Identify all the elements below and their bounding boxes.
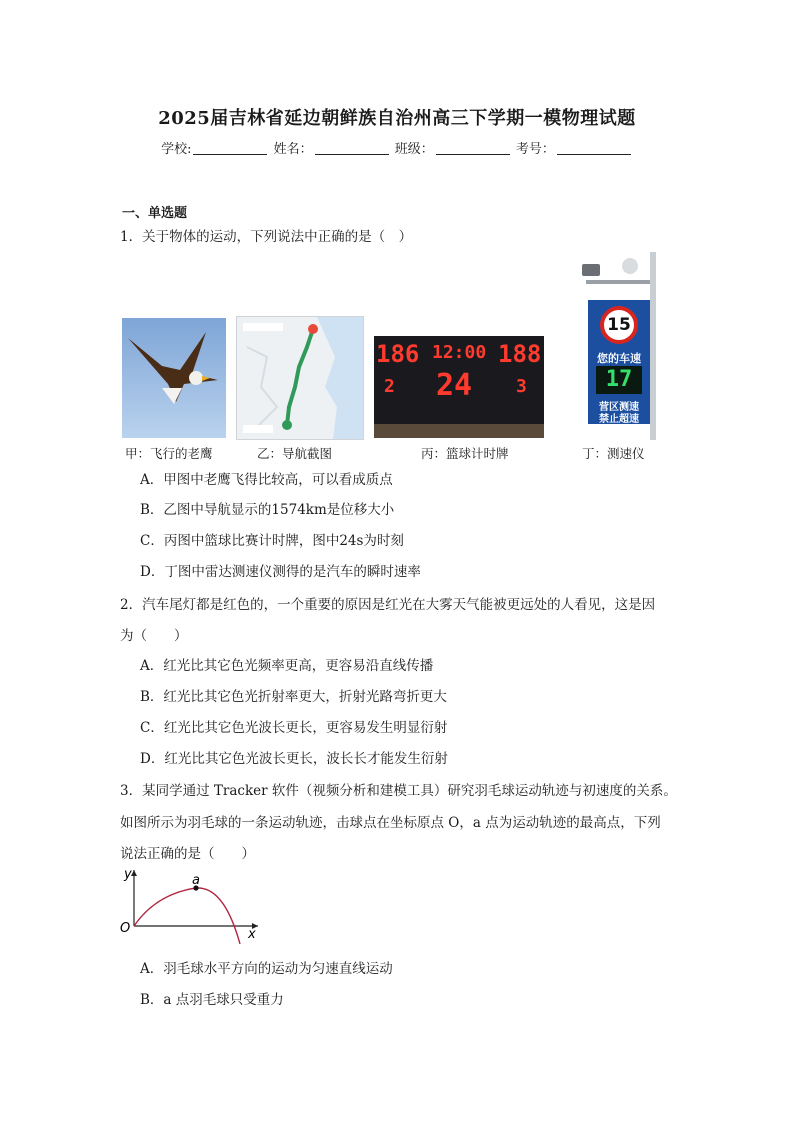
q1-option-b[interactable]: B．乙图中导航显示的1574km是位移大小 — [140, 502, 395, 518]
trajectory-graph — [116, 864, 266, 944]
scoreboard-right-fouls: 3 — [516, 376, 527, 397]
page-title: 2025届吉林省延边朝鲜族自治州高三下学期一模物理试题 — [158, 108, 636, 129]
caption-speed-sign: 丁：测速仪 — [582, 446, 645, 461]
q2-stem-line1: 2．汽车尾灯都是红色的，一个重要的原因是红光在大雾天气能被更远处的人看见，这是因 — [120, 597, 656, 613]
speed-sign-line2: 禁止超速 — [599, 414, 639, 425]
map-icon — [237, 317, 363, 439]
scoreboard-image — [374, 336, 544, 438]
speed-sign-line1: 营区测速 — [599, 402, 639, 413]
scoreboard-clock: 12:00 — [432, 342, 487, 363]
eagle-image — [122, 318, 226, 438]
caption-map: 乙：导航截图 — [257, 446, 333, 461]
q1-option-d[interactable]: D．丁图中雷达测速仪测得的是汽车的瞬时速率 — [140, 564, 421, 580]
student-info-line — [0, 138, 794, 157]
scoreboard-right-score: 188 — [498, 340, 542, 368]
school-blank[interactable] — [193, 142, 267, 155]
info-class-label: 班级： — [394, 142, 434, 157]
speed-limit-badge: 15 — [600, 306, 638, 344]
q2-stem-line2: 为（ ） — [120, 628, 188, 644]
q2-option-c[interactable]: C．红光比其它色光波长更长，更容易发生明显衍射 — [140, 720, 448, 736]
info-school-label: 学校: — [161, 142, 192, 157]
q3-option-a[interactable]: A．羽毛球水平方向的运动为匀速直线运动 — [140, 961, 393, 977]
point-a-label: a — [192, 873, 200, 888]
speed-reading-display: 17 — [596, 366, 642, 394]
q1-option-c[interactable]: C．丙图中篮球比赛计时牌，图中24s为时刻 — [140, 533, 404, 549]
eagle-icon — [122, 318, 226, 438]
q3-stem-line2: 如图所示为羽毛球的一条运动轨迹，击球点在坐标原点 O，a 点为运动轨迹的最高点，下列 — [120, 815, 661, 831]
caption-eagle: 甲：飞行的老鹰 — [125, 446, 213, 461]
camera-icon — [582, 264, 600, 276]
x-axis-label: x — [248, 927, 256, 942]
y-axis-label: y — [124, 867, 132, 882]
speed-sign-label: 您的车速 — [597, 352, 641, 365]
speed-sign-image — [576, 252, 660, 440]
id-blank[interactable] — [557, 142, 631, 155]
class-blank[interactable] — [436, 142, 510, 155]
caption-scoreboard: 丙：篮球计时牌 — [421, 446, 509, 461]
dome-camera-icon — [622, 258, 638, 274]
q1-option-a[interactable]: A．甲图中老鹰飞得比较高，可以看成质点 — [140, 472, 393, 488]
scoreboard-left-score: 186 — [376, 340, 420, 368]
q2-option-d[interactable]: D．红光比其它色光波长更长，波长长才能发生衍射 — [140, 751, 448, 767]
q3-option-b[interactable]: B．a 点羽毛球只受重力 — [140, 992, 284, 1008]
q2-option-a[interactable]: A．红光比其它色光频率更高，更容易沿直线传播 — [140, 658, 434, 674]
q1-stem: 1．关于物体的运动，下列说法中正确的是（ ） — [120, 229, 413, 245]
info-name-label: 姓名： — [273, 142, 313, 157]
q2-option-b[interactable]: B．红光比其它色光折射率更大，折射光路弯折更大 — [140, 689, 447, 705]
info-id-label: 考号： — [515, 142, 555, 157]
q3-stem-line3: 说法正确的是（ ） — [120, 846, 255, 862]
scoreboard-shot-clock: 24 — [436, 368, 473, 403]
origin-label: O — [120, 921, 131, 936]
trajectory-curve — [134, 888, 240, 944]
section-heading: 一、单选题 — [122, 206, 188, 221]
q3-stem-line1: 3．某同学通过 Tracker 软件（视频分析和建模工具）研究羽毛球运动轨迹与初速度的关系。 — [120, 783, 677, 799]
navigation-map-image — [236, 316, 364, 440]
scoreboard-left-fouls: 2 — [384, 376, 395, 397]
name-blank[interactable] — [315, 142, 389, 155]
